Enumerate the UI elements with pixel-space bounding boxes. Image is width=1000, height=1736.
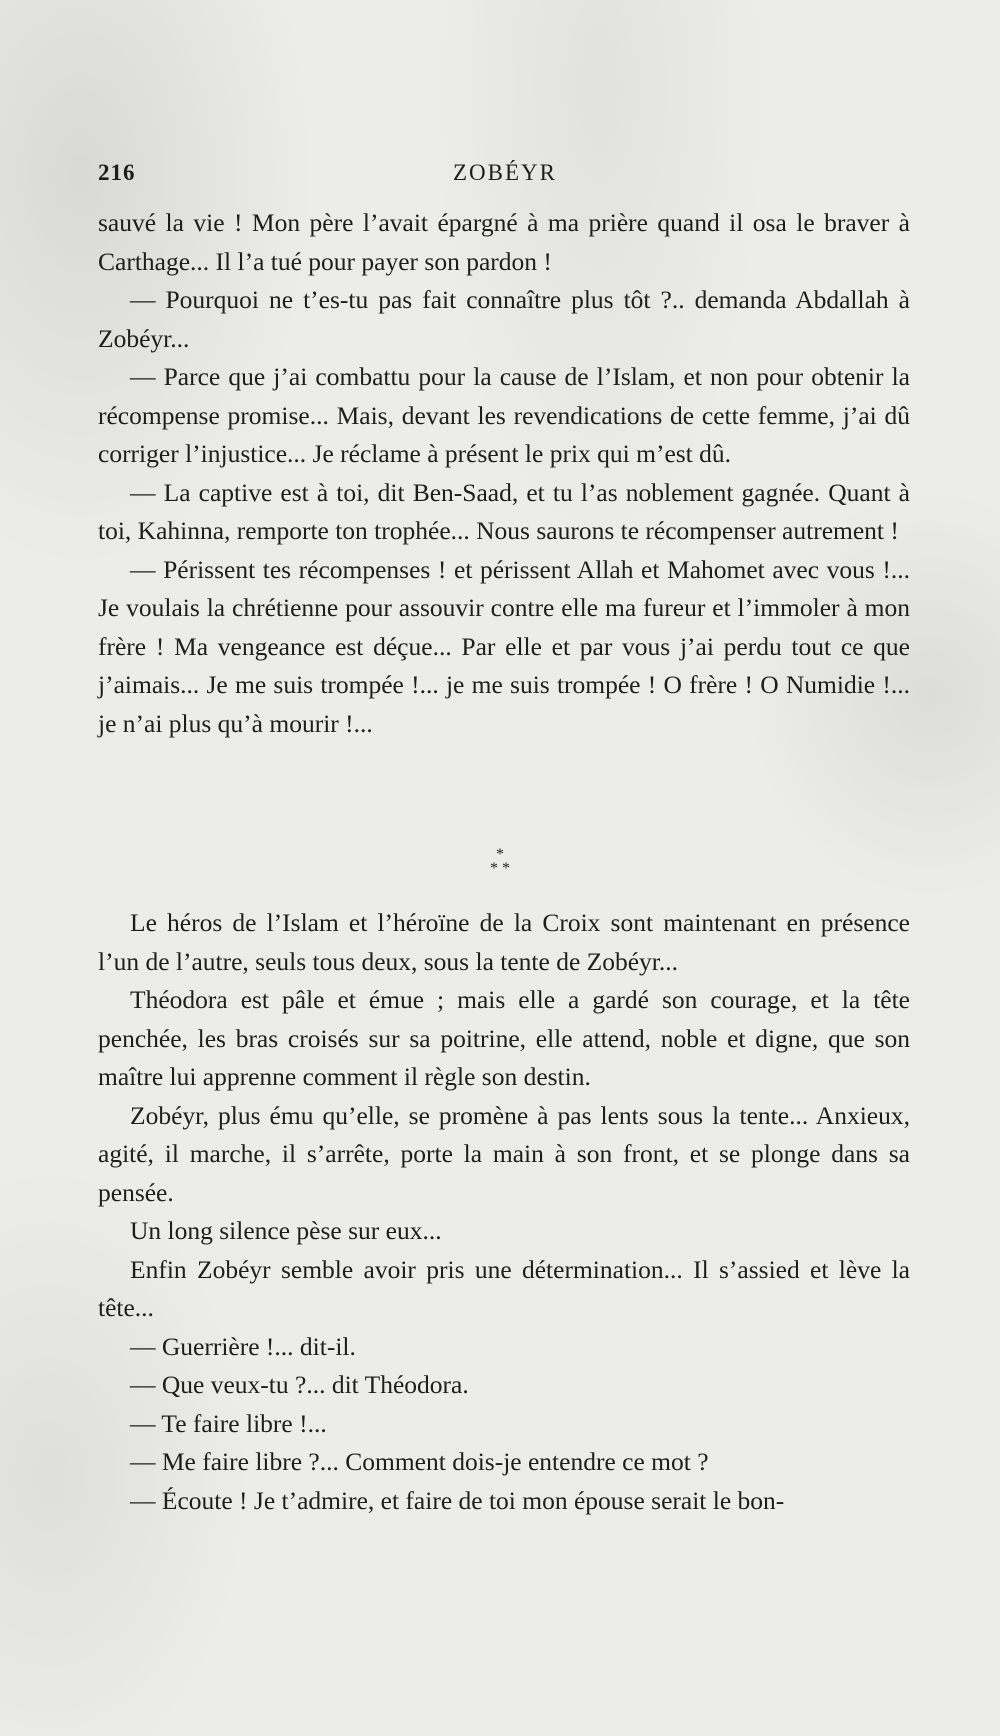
running-title: ZOBÉYR [453, 160, 557, 185]
dialogue-line: — Guerrière !... dit-il. [130, 1331, 356, 1361]
dialogue-line: — Te faire libre !... [130, 1408, 327, 1438]
dialogue-line: — Écoute ! Je t’admire, et faire de toi mon épouse serait le bon- [130, 1485, 785, 1515]
paragraph: — La captive est à toi, dit Ben-Saad, et tu l’as noblement gagnée. Quant à toi, Kahinna, remporte ton trophée... Nous saurons te récompenser autrement ! [98, 477, 910, 545]
asterism-separator [470, 848, 530, 888]
text-block-before-break [98, 204, 910, 743]
dialogue-line: — Me faire libre ?... Comment dois-je entendre ce mot ? [130, 1447, 709, 1476]
paragraph: Le héros de l’Islam et l’héroïne de la Croix sont maintenant en présence l’un de l’autre, seuls tous deux, sous la tente de Zobéyr... [98, 908, 910, 976]
paragraph: Zobéyr, plus ému qu’elle, se promène à pas lents sous la tente... Anxieux, agité, il marche, il s’arrête, porte la main à son front, et se plonge dans sa pensée. [98, 1100, 910, 1207]
text-block-after-break [98, 904, 910, 1520]
page-number: 216 [98, 160, 136, 185]
dialogue-line: — Que veux-tu ?... dit Théodora. [130, 1370, 469, 1399]
paragraph: Enfin Zobéyr semble avoir pris une détermination... Il s’assied et lève la tête... [98, 1254, 910, 1322]
paragraph: sauvé la vie ! Mon père l’avait épargné à ma prière quand il osa le braver à Carthage... Il l’a tué pour payer son pardon ! [98, 208, 910, 276]
paragraph: — Pourquoi ne t’es-tu pas fait connaître plus tôt ?.. demanda Abdallah à Zobéyr... [98, 285, 910, 353]
page-header [98, 160, 912, 190]
paragraph: Un long silence pèse sur eux... [130, 1216, 442, 1245]
paragraph: Théodora est pâle et émue ; mais elle a gardé son courage, et la tête penchée, les bras croisés sur sa poitrine, elle attend, noble et digne, que son maître lui apprenne comment il règle son destin. [98, 985, 910, 1091]
paragraph: — Périssent tes récompenses ! et périssent Allah et Mahomet avec vous !... Je voulais la chrétienne pour assouvir contre elle ma fureur et l’immoler à mon frère ! Ma vengeance est déçue... Par elle et par vous j’ai perdu tout ce que j’aimais... Je me suis trompée !... je me suis trompée ! O frère ! O Numidie !... je n’ai plus qu’à mourir !... [98, 554, 910, 738]
asterism-bottom: * * [490, 860, 510, 877]
asterism-top: * [496, 846, 504, 863]
paragraph: — Parce que j’ai combattu pour la cause de l’Islam, et non pour obtenir la récompense promise... Mais, devant les revendications de cette femme, j’ai dû corriger l’injustice... Je réclame à présent le prix qui m’est dû. [98, 362, 910, 468]
